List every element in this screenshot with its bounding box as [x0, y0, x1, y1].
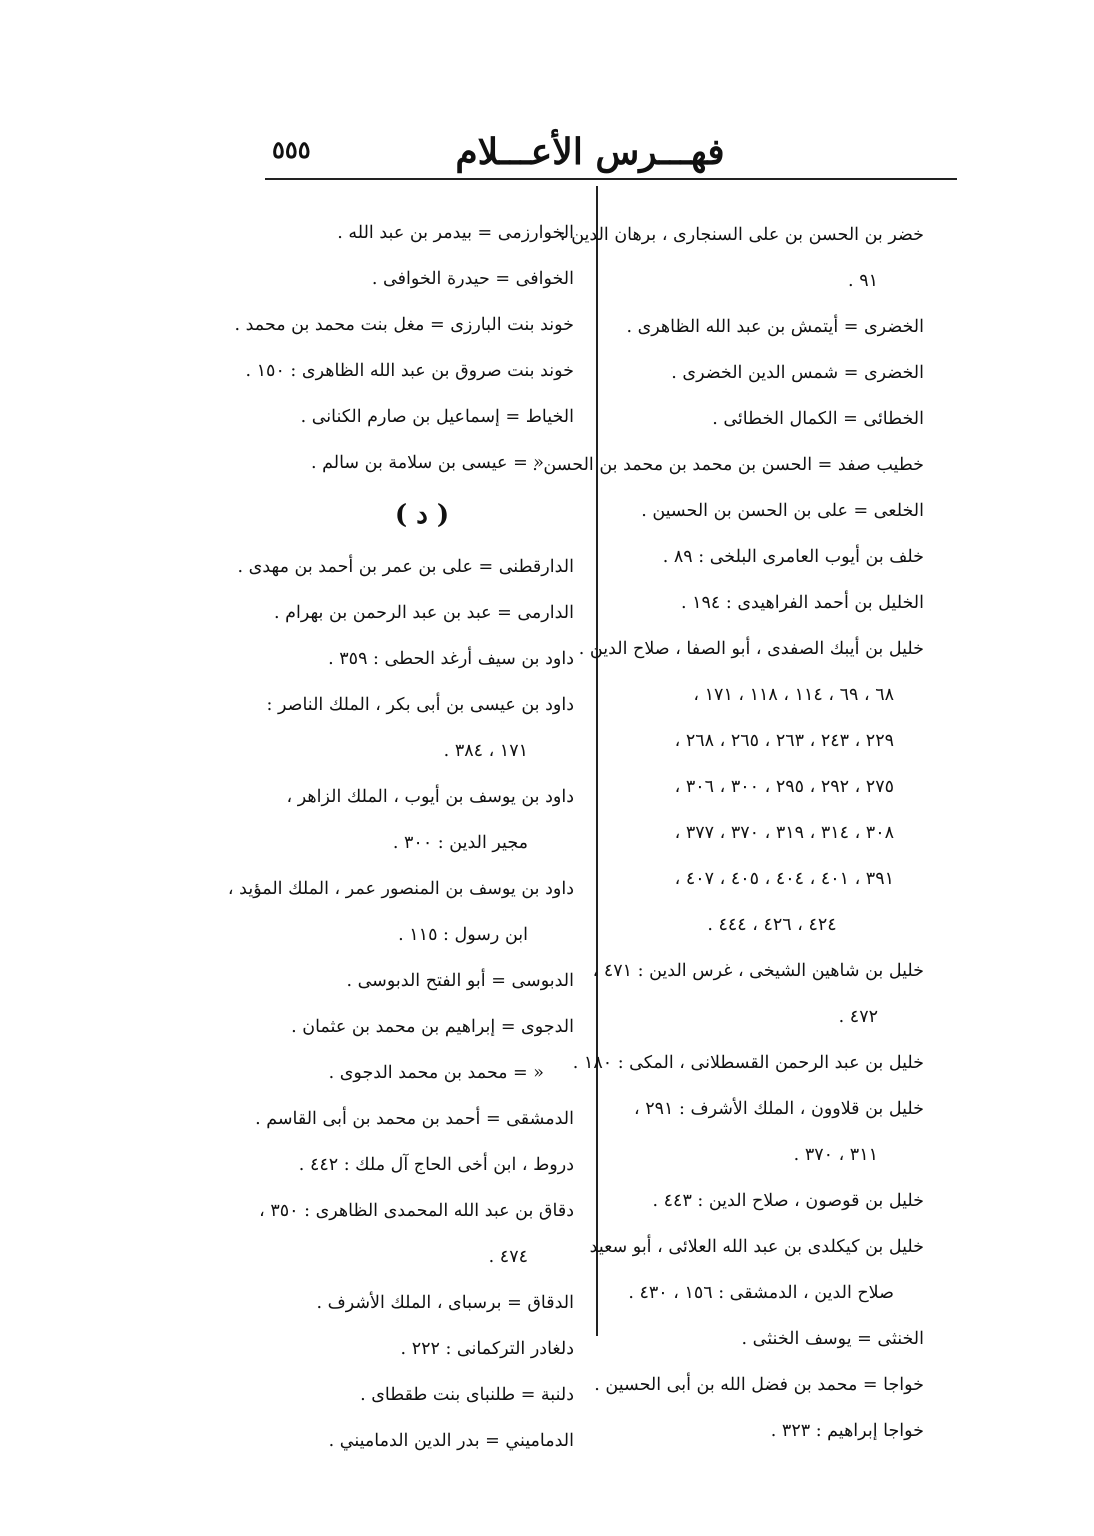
index-entry: خطيب صفد = الحسن بن محمد بن محمد بن الحسن . [532, 455, 924, 475]
index-entry: خواجا إبراهيم : ٣٢٣ . [770, 1421, 924, 1441]
index-column-right [532, 212, 924, 1454]
index-entry: الخنثى = يوسف الخنثى . [741, 1329, 924, 1349]
index-column-left [227, 210, 574, 1464]
index-entry: خليل بن كيكلدى بن عبد الله العلائى ، أبو سعيد [589, 1237, 924, 1257]
index-entry: الخلعى = على بن الحسن بن الحسين . [641, 501, 924, 521]
index-entry: الخليل بن أحمد الفراهيدى : ١٩٤ . [680, 593, 924, 613]
index-entry: خوند بنت البارزى = مغل بنت محمد بن محمد . [234, 315, 574, 335]
index-entry-continuation: ٤٧٢ . [838, 1007, 878, 1027]
index-entry: الدمشقى = أحمد بن محمد بن أبى القاسم . [255, 1109, 574, 1129]
index-entry-continuation: صلاح الدين ، الدمشقى : ١٥٦ ، ٤٣٠ . [628, 1283, 894, 1303]
header-rule [265, 178, 957, 180]
index-entry: « = محمد بن محمد الدجوى . [328, 1063, 544, 1083]
index-entry: الدقاق = برسباى ، الملك الأشرف . [316, 1293, 574, 1313]
index-entry: الخوارزمى = بيدمر بن عبد الله . [337, 223, 574, 243]
index-entry-continuation: ٣٩١ ، ٤٠١ ، ٤٠٤ ، ٤٠٥ ، ٤٠٧ ، [674, 869, 894, 889]
index-entry-continuation: ٢٢٩ ، ٢٤٣ ، ٢٦٣ ، ٢٦٥ ، ٢٦٨ ، [674, 731, 894, 751]
index-entry: الدماميني = بدر الدين الدماميني . [328, 1431, 574, 1451]
index-entry-continuation: مجير الدين : ٣٠٠ . [392, 833, 528, 853]
index-entry: خلف بن أيوب العامرى البلخى : ٨٩ . [662, 547, 924, 567]
index-entry: الخياط = إسماعيل بن صارم الكنانى . [300, 407, 574, 427]
index-entry: خليل بن أيبك الصفدى ، أبو الصفا ، صلاح الدين . [578, 639, 924, 659]
index-entry: « = عيسى بن سلامة بن سالم . [310, 453, 544, 473]
index-entry-continuation: ٣١١ ، ٣٧٠ . [793, 1145, 878, 1165]
index-entry: دلغادر التركمانى : ٢٢٢ . [400, 1339, 574, 1359]
index-entry: الدجوى = إبراهيم بن محمد بن عثمان . [291, 1017, 574, 1037]
index-entry: خليل بن قلاوون ، الملك الأشرف : ٢٩١ ، [634, 1099, 924, 1119]
index-entry: خليل بن عبد الرحمن القسطلانى ، المكى : ١٨٠ . [572, 1053, 924, 1073]
index-entry-continuation: ٢٧٥ ، ٢٩٢ ، ٢٩٥ ، ٣٠٠ ، ٣٠٦ ، [674, 777, 894, 797]
index-entry-continuation: ٤٧٤ . [488, 1247, 528, 1267]
index-entry-continuation: ١٧١ ، ٣٨٤ . [443, 741, 528, 761]
index-entry: دلنبة = طلنباى بنت طقطاى . [360, 1385, 574, 1405]
page-title: فهـــرس الأعـــلام [455, 131, 725, 173]
index-entry: داود بن عيسى بن أبى بكر ، الملك الناصر : [266, 695, 574, 715]
index-entry: الخوافى = حيدرة الخوافى . [371, 269, 574, 289]
index-entry: الدارقطنى = على بن عمر بن أحمد بن مهدى . [237, 557, 574, 577]
index-entry: الخضرى = شمس الدين الخضرى . [671, 363, 924, 383]
index-entry: داود بن يوسف بن المنصور عمر ، الملك المؤيد ، [227, 879, 574, 899]
index-entry: دروط ، ابن أخى الحاج آل ملك : ٤٤٢ . [298, 1155, 574, 1175]
page-number: ٥٥٥ [272, 135, 311, 164]
index-entry-continuation: ٦٨ ، ٦٩ ، ١١٤ ، ١١٨ ، ١٧١ ، [693, 685, 894, 705]
index-entry-continuation: ٤٢٤ ، ٤٢٦ ، ٤٤٤ . [707, 915, 837, 935]
index-entry: خواجا = محمد بن فضل الله بن أبى الحسين . [594, 1375, 924, 1395]
index-entry: خضر بن الحسن بن على السنجارى ، برهان الدين : [559, 225, 924, 245]
column-divider [596, 186, 598, 1336]
index-entry-continuation: ٩١ . [848, 271, 878, 291]
index-entry: الخضرى = أيتمش بن عبد الله الظاهرى . [626, 317, 924, 337]
index-entry-continuation: ٣٠٨ ، ٣١٤ ، ٣١٩ ، ٣٧٠ ، ٣٧٧ ، [674, 823, 894, 843]
section-heading-dal: ( د ) [394, 500, 450, 530]
index-entry: الخطائى = الكمال الخطائى . [712, 409, 924, 429]
index-entry: الدارمى = عبد بن عبد الرحمن بن بهرام . [274, 603, 574, 623]
index-entry: خليل بن قوصون ، صلاح الدين : ٤٤٣ . [652, 1191, 924, 1211]
index-entry-continuation: ابن رسول : ١١٥ . [398, 925, 528, 945]
index-entry: خليل بن شاهين الشيخى ، غرس الدين : ٤٧١ ، [592, 961, 924, 981]
index-entry: داود بن سيف أرغد الحطى : ٣٥٩ . [328, 649, 574, 669]
index-entry: خوند بنت صروق بن عبد الله الظاهرى : ١٥٠ . [245, 361, 574, 381]
index-entry: الدبوسى = أبو الفتح الدبوسى . [346, 971, 574, 991]
index-entry: دقاق بن عبد الله المحمدى الظاهرى : ٣٥٠ ، [259, 1201, 574, 1221]
index-entry: داود بن يوسف بن أيوب ، الملك الزاهر ، [286, 787, 574, 807]
